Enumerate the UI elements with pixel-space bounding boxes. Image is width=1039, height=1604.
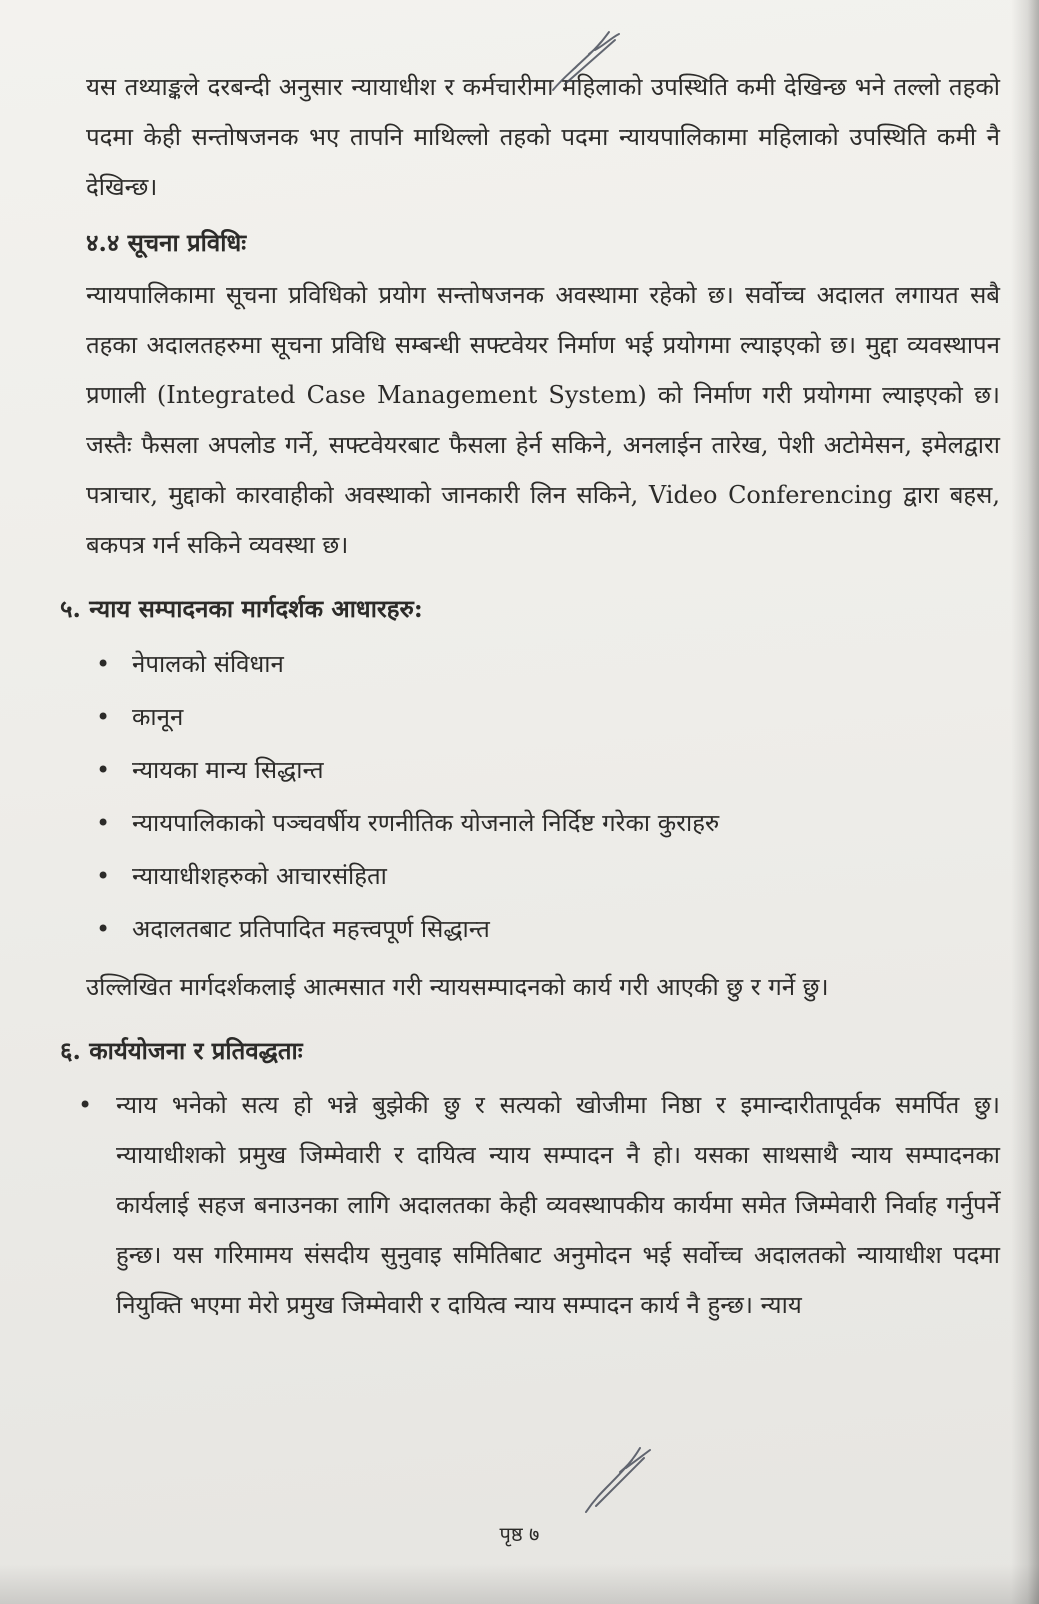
bullet-icon: • [96,862,111,890]
it-paragraph: न्यायपालिकामा सूचना प्रविधिको प्रयोग सन्तोषजनक अवस्थामा रहेको छ। सर्वोच्च अदालत लगायत सबै तहका अदालतहरुमा सूचना प्रविधि सम्बन्धी सफ्टवेयर निर्माण भई प्रयोगमा ल्याइएको छ। मुद्दा व्यवस्थापन प्रणाली (Integrated Case Management System) को निर्माण गरी प्रयोगमा ल्याइएको छ। जस्तैः फैसला अपलोड गर्ने, सफ्टवेयरबाट फैसला हेर्न सकिने, अनलाईन तारेख, पेशी अटोमेसन, इमेलद्वारा पत्राचार, मुद्दाको कारवाहीको अवस्थाको जानकारी लिन सकिने, Video Conferencing द्वारा बहस, बकपत्र गर्न सकिने व्यवस्था छ। [86,281,1000,559]
section5-heading: ५. न्याय सम्पादनका मार्गदर्शक आधारहरु: [60,594,423,623]
list-item [96,691,1000,744]
bullet-icon: • [96,703,111,731]
commitment-item [60,1080,1000,1330]
section6-heading: ६. कार्ययोजना र प्रतिवद्धताः [60,1036,303,1065]
bullet-icon: • [96,650,111,678]
signature-bottom [578,1440,668,1520]
list-item-text: कानून [132,703,184,731]
list-item [96,744,1000,797]
intro-paragraph: यस तथ्याङ्कले दरबन्दी अनुसार न्यायाधीश र कर्मचारीमा महिलाको उपस्थिति कमी देखिन्छ भने तल्लो तहको पदमा केही सन्तोषजनक भए तापनि माथिल्लो तहको पदमा न्यायपालिकामा महिलाको उपस्थिति कमी नै देखिन्छ। [86,73,1000,201]
bullet-icon: • [96,756,111,784]
list-item [96,797,1000,850]
list-item-text: अदालतबाट प्रतिपादित महत्त्वपूर्ण सिद्धान्त [132,915,490,943]
list-item [96,638,1000,691]
bullet-icon: • [96,915,111,943]
guiding-principles-list [60,638,1000,956]
bullet-icon: • [78,1091,93,1119]
signature-top [545,28,635,98]
list-item [96,850,1000,903]
list-item-text: नेपालको संविधान [132,650,284,678]
page-number: पृष्ठ ७ [499,1522,540,1546]
page-bottom-shadow [0,1564,1039,1604]
page-content [60,62,1000,1330]
commitment-paragraph: न्याय भनेको सत्य हो भन्ने बुझेकी छु र सत्यको खोजीमा निष्ठा र इमान्दारीतापूर्वक समर्पित छु। न्यायाधीशको प्रमुख जिम्मेवारी र दायित्व न्याय सम्पादन नै हो। यसका साथसाथै न्याय सम्पादनका कार्यलाई सहज बनाउनका लागि अदालतका केही व्यवस्थापकीय कार्यमा समेत जिम्मेवारी निर्वाह गर्नुपर्ने हुन्छ। यस गरिमामय संसदीय सुनुवाइ समितिबाट अनुमोदन भई सर्वोच्च अदालतको न्यायाधीश पदमा नियुक्ति भएमा मेरो प्रमुख जिम्मेवारी र दायित्व न्याय सम्पादन कार्य नै हुन्छ। न्याय [116,1091,1000,1319]
list-item [96,903,1000,956]
list-item-text: न्यायपालिकाको पञ्चवर्षीय रणनीतिक योजनाले निर्दिष्ट गरेका कुराहरु [132,809,720,837]
list-item-text: न्यायका मान्य सिद्धान्त [132,756,324,784]
section5-closing: उल्लिखित मार्गदर्शकलाई आत्मसात गरी न्यायसम्पादनको कार्य गरी आएकी छु र गर्ने छु। [86,973,829,1001]
bullet-icon: • [96,809,111,837]
page-edge-shadow [1011,0,1039,1604]
list-item-text: न्यायाधीशहरुको आचारसंहिता [132,862,387,890]
it-heading: ४.४ सूचना प्रविधिः [86,228,247,257]
